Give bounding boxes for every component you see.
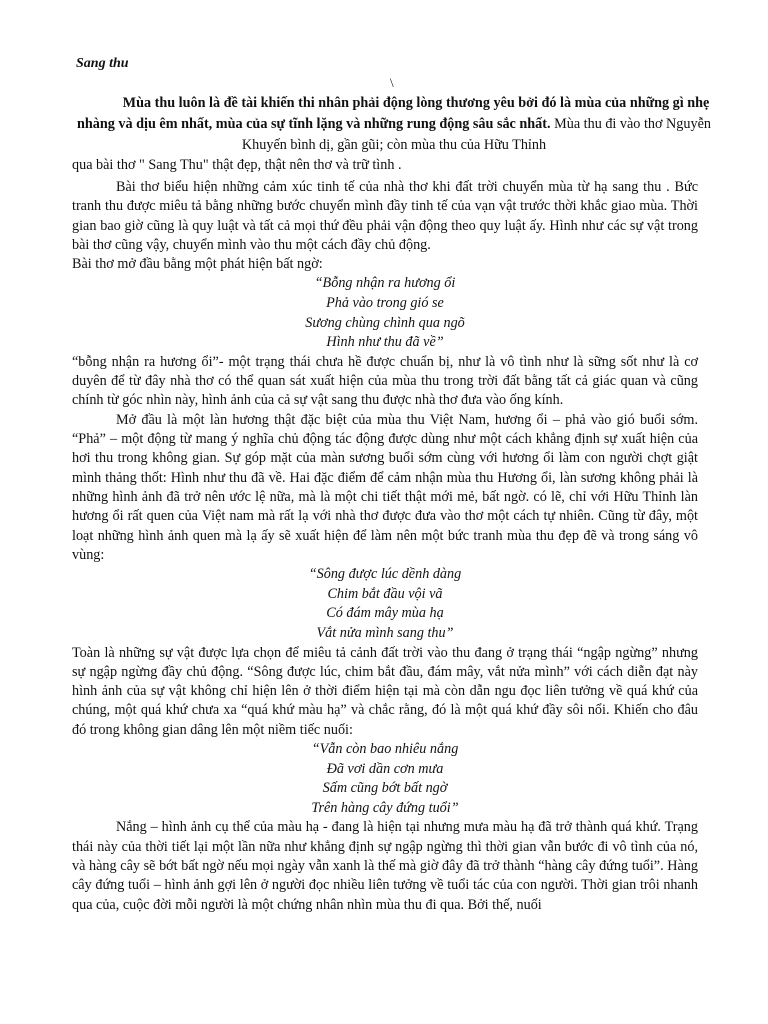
verse-line: Có đám mây mùa hạ <box>326 605 444 622</box>
verse-line: Phả vào trong gió se <box>326 295 444 312</box>
paragraph-2: Bài thơ mở đầu bằng một phát hiện bất ngờ: <box>72 256 323 273</box>
paragraph-4: Mở đầu là một làn hương thật đặc biệt của mùa thu Việt Nam, hương ổi – phả vào gió buổi sớm. “Phả” – một động từ mang ý nghĩa chủ động tác động được dùng như một cách khẳng định sự xuất hiện của hơi thu trong không gian. Sự góp mặt của màn sương buổi sớm cùng với hương ổi làm con người chợt giật mình thảng thốt: Hình như thu đã về. Hai đặc điểm để cảm nhận mùa thu Hương ổi, làn sương không phải là những hình ảnh đã trở nên ước lệ nữa, mà là một chi tiết thật mới mẻ, bất ngờ. có lẽ, chỉ với Hữu Thỉnh làn hương ổi rất quen của Việt nam mà rất lạ với nhà thơ được đưa vào thơ một cách tự nhiên. Cũng từ đây, một loạt những hình ảnh quen mà lạ ấy sẽ xuất hiện để làm nên một bức tranh mùa thu đẹp đẽ và trong sáng vô vùng: <box>72 411 698 563</box>
verse-3 <box>72 740 698 818</box>
intro-tail: qua bài thơ " Sang Thu" thật đẹp, thật nên thơ và trữ tình . <box>72 157 402 173</box>
paragraph-6: Nắng – hình ảnh cụ thể của màu hạ - đang là hiện tại nhưng mưa màu hạ đã trở thành quá khứ. Trạng thái này của thời tiết lại một lần nữa như khẳng định sự ngập ngừng thì thời gian vẫn bước đi vô tình của nó, và hàng cây sẽ bớt bất ngờ nếu mọi ngày vẫn xanh là thế mà giờ đây đã trở thành “hàng cây đứng tuổi”. Hàng cây đứng tuổi – hình ảnh gợi lên ở người đọc nhiều liên tưởng về tuổi tác của con người. Thời gian trôi nhanh qua của, cuộc đời mỗi người là một chứng nhân nhìn mùa thu đi qua. Bởi thế, nuối <box>72 819 698 913</box>
paragraph-5: Toàn là những sự vật được lựa chọn để miêu tả cảnh đất trời vào thu đang ở trạng thái “ngập ngừng” nhưng sự ngập ngừng đầy chủ động. “Sông được lúc, chim bắt đầu, đám mây, vắt nửa mình” với cách diễn đạt này hình ảnh của sự vật không chỉ hiện lên ở thời điểm hiện tại mà còn dẫn ngu đọc liên tưởng về quá khứ của chúng, một quá khứ chưa xa “quá khứ màu hạ” và chắc rằng, đó là một quá khứ đầy sôi nổi. Khiến cho đâu đó trong không gian dâng lên một niềm tiếc nuối: <box>72 644 698 738</box>
verse-line: Sương chùng chình qua ngõ <box>305 314 465 331</box>
intro-rest: Mùa thu đi vào thơ Nguyễn Khuyến bình dị, gần gũi; còn mùa thu của Hữu Thỉnh <box>241 116 711 153</box>
document-title: Sang thu <box>76 56 129 71</box>
verse-line: “Vẫn còn bao nhiêu nắng <box>311 740 459 757</box>
verse-line: Trên hàng cây đứng tuổi” <box>311 799 459 816</box>
paragraph-1: Bài thơ biểu hiện những cảm xúc tinh tế của nhà thơ khi đất trời chuyển mùa từ hạ sang thu . Bức tranh thu được miêu tả bằng những bước chuyển mình đầy tinh tế của vạn vật trước thời khắc giao mùa. Thời gian bao giờ cũng là quy luật và tất cả mọi thứ đều phải vận động theo quy luật ấy. Hình như các sự vật trong bài thơ cũng vậy, chuyển mình vào thu một cách đầy chủ động. <box>72 179 698 253</box>
verse-line: Chim bắt đầu vội vã <box>327 585 443 602</box>
body-text <box>72 178 698 915</box>
intro-block <box>72 93 716 175</box>
verse-line: Vắt nửa mình sang thu” <box>316 624 454 641</box>
verse-2 <box>72 565 698 643</box>
paragraph-3: “bỗng nhận ra hương ổi”- một trạng thái chưa hề được chuẩn bị, như là vô tình như là sững sốt như là cơ duyên để từ đây nhà thơ có thể quan sát xuất hiện của mùa thu trong trời đất bằng tất cả giác quan và cũng chính từ góc nhìn này, hình ảnh của cả sự vật sang thu được nhà thơ đưa vào ống kính. <box>72 353 698 409</box>
verse-line: Đã vơi dần cơn mưa <box>326 760 444 777</box>
intro-bold-sentence: Mùa thu luôn là đề tài khiến thi nhân phải động lòng thương yêu bởi đó là mùa của những gì nhẹ nhàng và dịu êm nhất, mùa của sự tĩnh lặng và những rung động sâu sắc nhất. <box>77 95 710 132</box>
intro-paragraph <box>72 93 716 156</box>
verse-line: Hình như thu đã về” <box>326 334 444 351</box>
verse-line: Sấm cũng bớt bất ngờ <box>322 780 448 797</box>
verse-1 <box>72 274 698 352</box>
stray-mark: \ <box>390 75 394 90</box>
verse-line: “Sông được lúc dềnh dàng <box>308 566 462 583</box>
verse-line: “Bỗng nhận ra hương ổi <box>314 275 456 292</box>
